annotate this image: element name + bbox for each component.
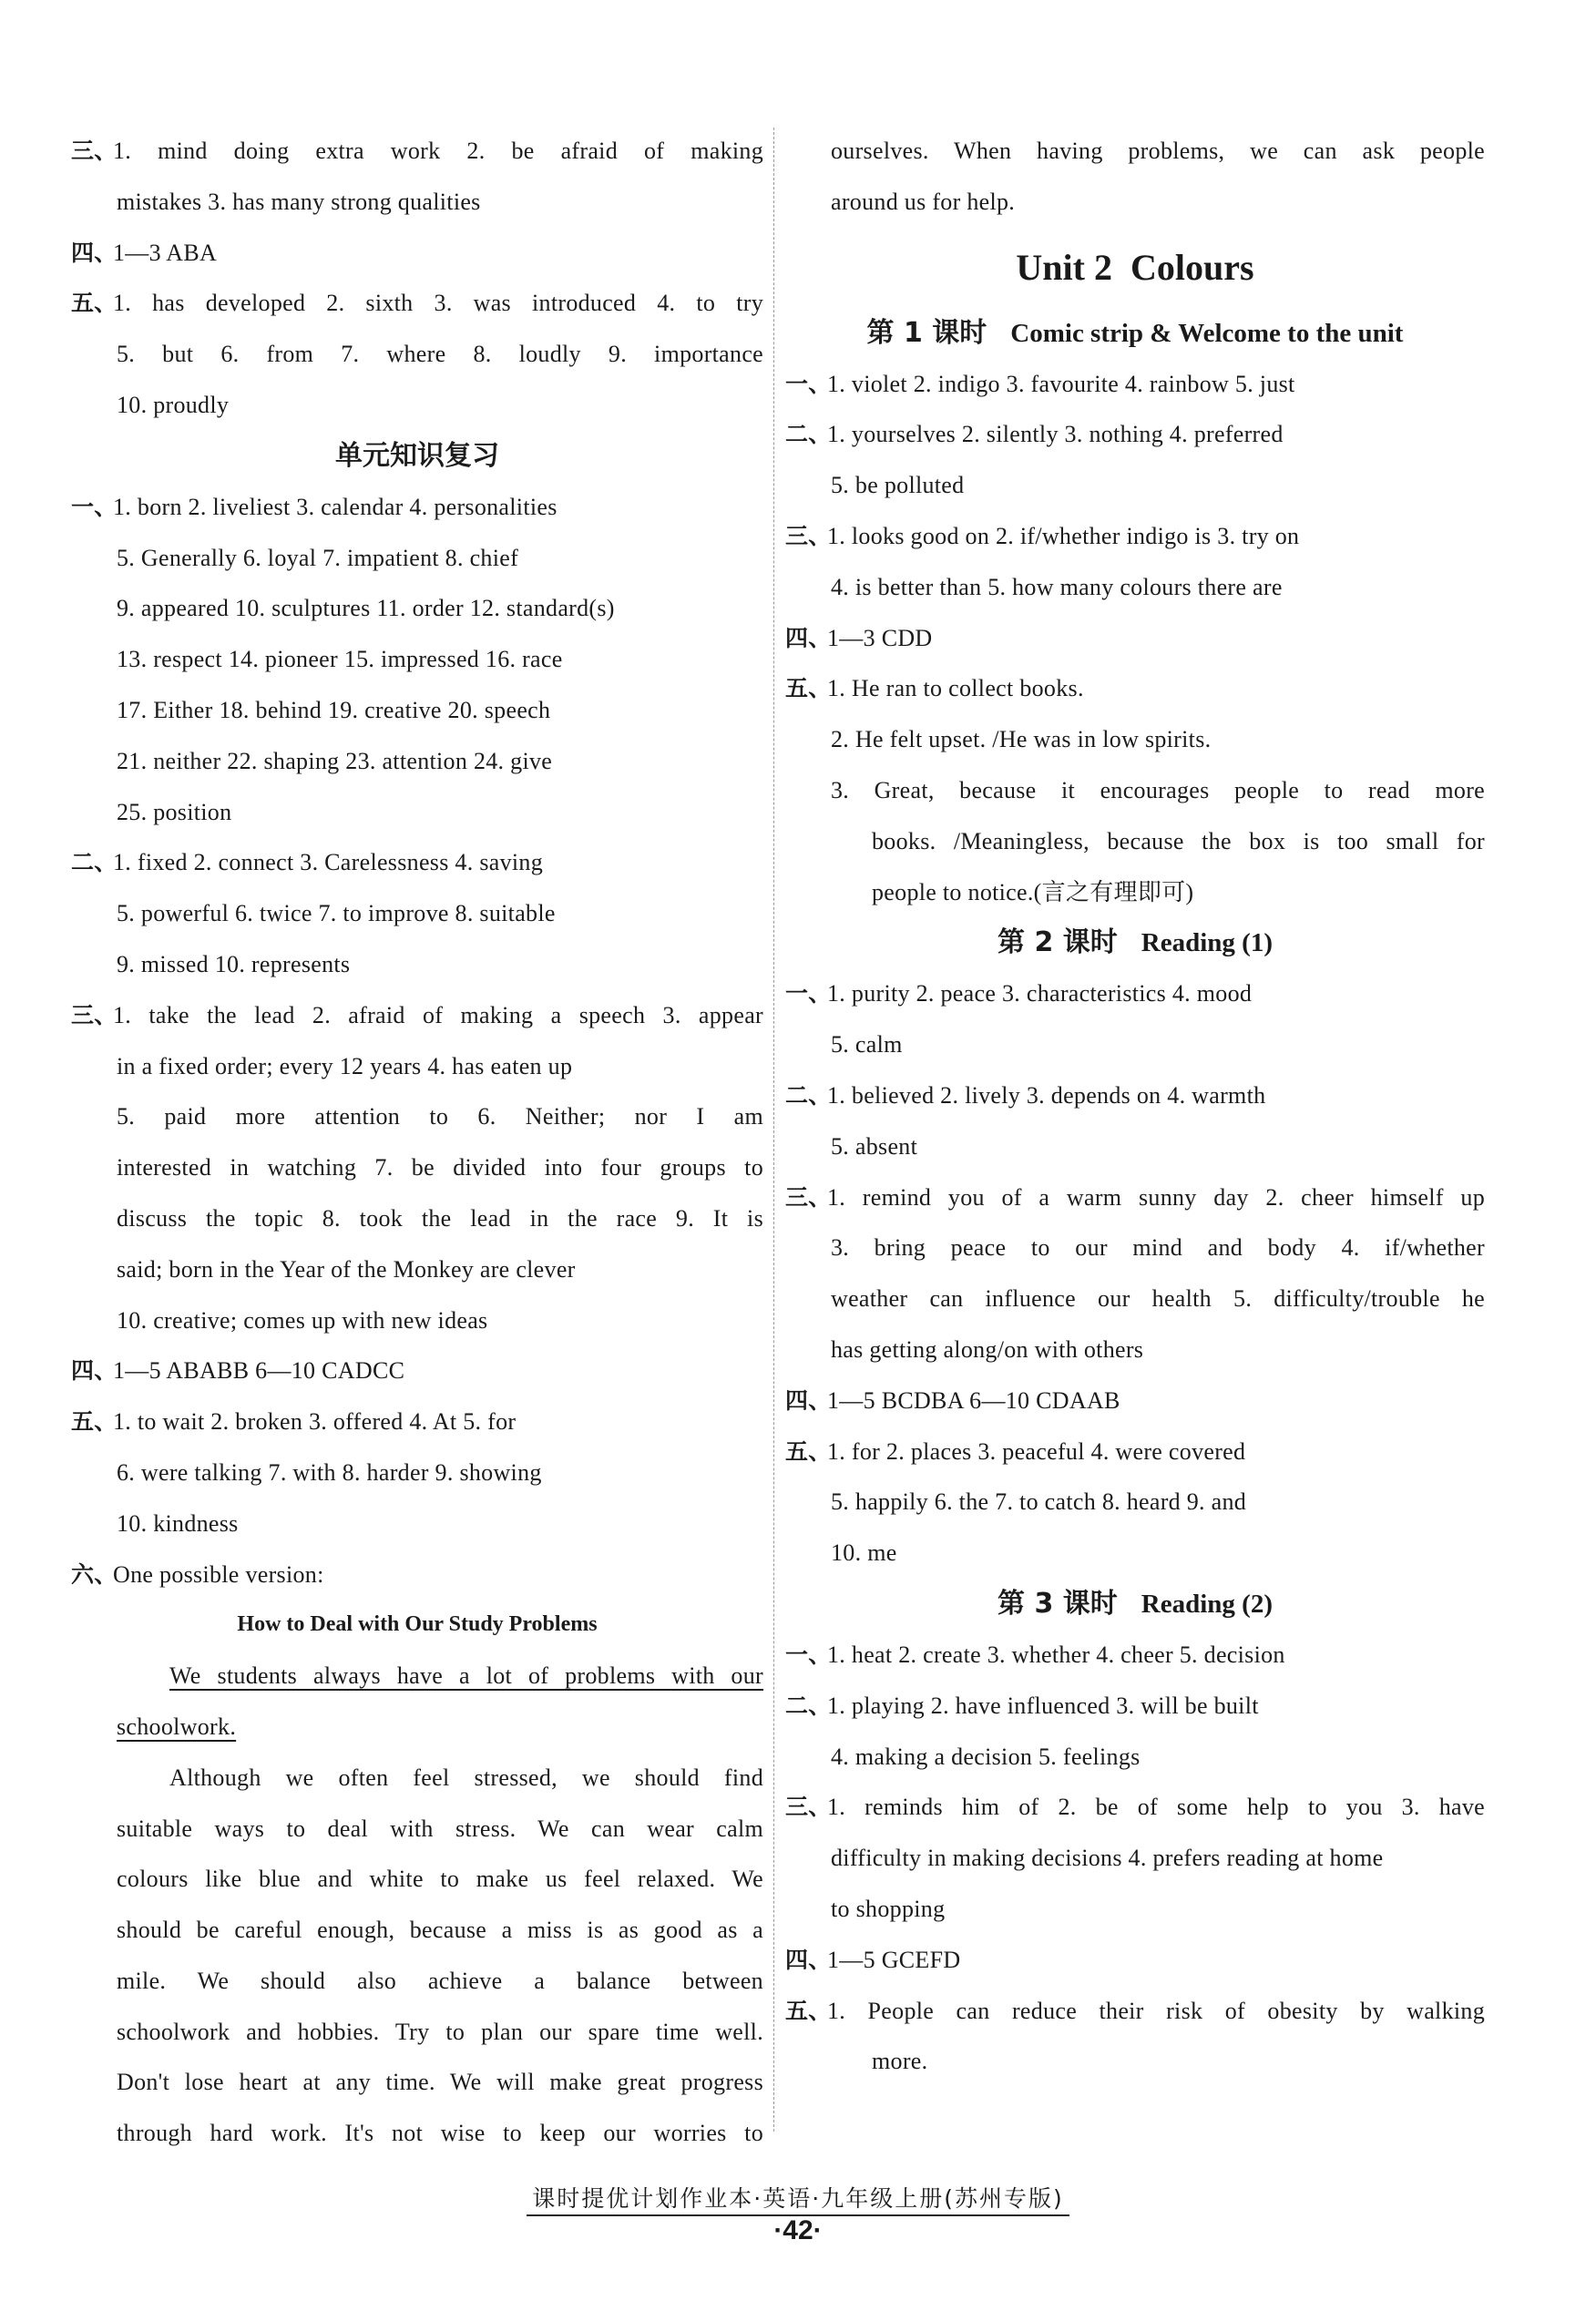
answer-line-continued [71, 1651, 763, 1702]
answer-line-continued [71, 1854, 763, 1905]
section-number: 一、 [785, 1641, 832, 1668]
answer-text: Don't lose heart at any time. We will make great progress [117, 2069, 763, 2096]
answer-text: 21. neither 22. shaping 23. attention 24. give [117, 747, 553, 774]
answer-text: 10. proudly [117, 391, 230, 418]
answer-line [785, 1375, 1485, 1427]
footer-title [0, 2181, 1596, 2214]
section-number: 三、 [71, 138, 118, 164]
answer-line-continued [71, 1956, 763, 2007]
answer-line-continued [785, 1273, 1485, 1324]
answer-line [785, 613, 1485, 664]
answer-text: 1. purity 2. peace 3. characteristics 4. mood [827, 980, 1253, 1007]
answer-text: 1. yourselves 2. silently 3. nothing 4. preferred [827, 421, 1284, 448]
answer-text: Although we often feel stressed, we should find [169, 1764, 763, 1791]
section-number: 六、 [71, 1560, 118, 1588]
answer-text: 1. take the lead 2. afraid of making a speech 3. appear [113, 1001, 763, 1028]
answer-text: 5. absent [831, 1132, 918, 1160]
answer-line-continued [71, 533, 763, 584]
answer-line [71, 1549, 763, 1600]
answer-text: 17. Either 18. behind 19. creative 20. speech [117, 696, 551, 723]
answer-text: 5. but 6. from 7. where 8. loudly 9. importance [117, 341, 763, 368]
answer-line-continued [71, 1804, 763, 1855]
answer-line-continued [71, 1905, 763, 1956]
answer-line-continued [785, 1732, 1485, 1783]
lesson-heading [71, 431, 763, 482]
section-number: 一、 [71, 493, 118, 520]
section-number: 五、 [785, 675, 832, 702]
answer-line-continued [785, 1833, 1485, 1884]
answer-text: 4. making a decision 5. feelings [831, 1743, 1141, 1770]
left-column [71, 126, 763, 2159]
answer-text: 1. He ran to collect books. [827, 675, 1084, 702]
answer-line-continued [71, 2007, 763, 2058]
answer-line [71, 228, 763, 279]
answer-line [785, 1427, 1485, 1478]
answer-line-continued [71, 685, 763, 736]
answer-text: 1. has developed 2. sixth 3. was introduced 4. to try [113, 290, 763, 317]
answer-text: 5. Generally 6. loyal 7. impatient 8. chief [117, 544, 519, 571]
answer-line [71, 1345, 763, 1396]
section-number: 四、 [71, 239, 118, 266]
answer-text: 3. Great, because it encourages people to read more [831, 776, 1485, 803]
answer-text: 1. playing 2. have influenced 3. will be built [827, 1692, 1259, 1719]
answer-line-continued [785, 714, 1485, 765]
answer-line [71, 126, 763, 177]
section-number: 五、 [71, 290, 118, 317]
answer-line [71, 1396, 763, 1447]
answer-line-continued [71, 1091, 763, 1142]
answer-line [71, 990, 763, 1041]
lesson-heading-en: Comic strip & Welcome to the unit [1010, 318, 1404, 348]
answer-line-continued [71, 1142, 763, 1193]
answer-line-continued [785, 1477, 1485, 1528]
answer-text: difficulty in making decisions 4. prefers reading at home [831, 1845, 1384, 1872]
section-number: 四、 [785, 1386, 832, 1414]
answer-line [785, 359, 1485, 410]
answer-text: schoolwork and hobbies. Try to plan our spare time well. [117, 2018, 763, 2045]
lesson-heading-en: Reading (2) [1141, 1589, 1273, 1619]
answer-text: 1—5 ABABB 6—10 CADCC [113, 1357, 405, 1385]
answer-text: schoolwork. [117, 1713, 237, 1740]
answer-line-continued [71, 380, 763, 431]
lesson-heading [785, 308, 1485, 359]
answer-text: more. [872, 2048, 928, 2075]
section-number: 二、 [71, 849, 118, 876]
answer-line-continued [785, 765, 1485, 816]
section-number: 三、 [785, 522, 832, 549]
answer-line-continued [785, 1324, 1485, 1375]
answer-line-continued [71, 1244, 763, 1295]
answer-line [785, 511, 1485, 562]
lesson-heading-en: Reading (1) [1141, 928, 1273, 958]
answer-text: 1. violet 2. indigo 3. favourite 4. rainbow 5. just [827, 370, 1295, 397]
lesson-heading [785, 917, 1485, 968]
answer-text: discuss the topic 8. took the lead in the race 9. It is [117, 1204, 763, 1232]
answer-text: 1. remind you of a warm sunny day 2. cheer himself up [827, 1183, 1485, 1211]
answer-line-continued [71, 1702, 763, 1753]
answer-text: 1. heat 2. create 3. whether 4. cheer 5. decision [827, 1641, 1285, 1668]
answer-text: 1—3 CDD [827, 624, 933, 651]
answer-line-continued [71, 2108, 763, 2159]
answer-text: weather can influence our health 5. difficulty/trouble he [831, 1285, 1485, 1313]
answer-text: 1. looks good on 2. if/whether indigo is 3. try on [827, 522, 1300, 549]
answer-line-continued [71, 1041, 763, 1092]
answer-text: through hard work. It's not wise to keep our worries to [117, 2120, 763, 2147]
lesson-heading-zh: 第 2 课时 [998, 926, 1118, 959]
section-number: 三、 [785, 1183, 832, 1211]
answer-line-continued [785, 1222, 1485, 1273]
answer-text: 1. to wait 2. broken 3. offered 4. At 5. for [113, 1408, 517, 1436]
answer-text: colours like blue and white to make us feel relaxed. We [117, 1866, 763, 1893]
answer-text: should be careful enough, because a miss is as good as a [117, 1917, 763, 1944]
answer-text: 13. respect 14. pioneer 15. impressed 16. race [117, 646, 563, 673]
answer-line-continued [71, 329, 763, 380]
answer-text: 1. fixed 2. connect 3. Carelessness 4. saving [113, 849, 544, 876]
answer-text: 1—3 ABA [113, 239, 218, 266]
answer-text: 1—5 BCDBA 6—10 CDAAB [827, 1386, 1120, 1414]
answer-text: One possible version: [113, 1560, 324, 1588]
answer-line-continued [71, 1447, 763, 1498]
answer-text: in a fixed order; every 12 years 4. has eaten up [117, 1052, 573, 1079]
answer-text: 5. calm [831, 1031, 903, 1058]
answer-text: 5. paid more attention to 6. Neither; nor I am [117, 1103, 763, 1130]
answer-text: 5. happily 6. the 7. to catch 8. heard 9. and [831, 1488, 1247, 1516]
answer-line-continued [71, 888, 763, 939]
answer-text: 1. People can reduce their risk of obesity by walking [827, 1997, 1485, 2024]
answer-line-continued [71, 939, 763, 990]
unit-title: Unit 2 Colours [1016, 246, 1254, 288]
answer-text: 9. appeared 10. sculptures 11. order 12. standard(s) [117, 595, 615, 622]
answer-text: 1—5 GCEFD [827, 1946, 961, 1973]
answer-line [785, 968, 1485, 1019]
answer-text: 9. missed 10. represents [117, 950, 351, 977]
answer-text: We students always have a lot of problems with our [169, 1662, 763, 1690]
answer-line [785, 1986, 1485, 2037]
answer-line-continued [71, 1295, 763, 1346]
section-number: 二、 [785, 1081, 832, 1109]
answer-line [785, 663, 1485, 714]
answer-line-continued [71, 634, 763, 685]
answer-text: 10. me [831, 1539, 897, 1567]
answer-text: 1. for 2. places 3. peaceful 4. were covered [827, 1437, 1246, 1465]
answer-text: to shopping [831, 1895, 946, 1922]
answer-line [785, 1630, 1485, 1681]
answer-line-continued [785, 1528, 1485, 1579]
answer-text: 25. position [117, 798, 232, 825]
answer-line-continued [785, 177, 1485, 228]
section-number: 四、 [785, 624, 832, 651]
answer-line-continued [71, 736, 763, 787]
section-number: 一、 [785, 980, 832, 1007]
section-number: 五、 [785, 1997, 832, 2024]
section-number: 三、 [785, 1794, 832, 1821]
answer-text: interested in watching 7. be divided into four groups to [117, 1154, 763, 1181]
answer-text: 1. mind doing extra work 2. be afraid of making [113, 138, 763, 164]
answer-line-continued [71, 1193, 763, 1244]
section-number: 三、 [71, 1001, 118, 1028]
answer-line-continued [71, 583, 763, 634]
section-number: 二、 [785, 421, 832, 448]
answer-text: 10. creative; comes up with new ideas [117, 1306, 488, 1334]
answer-line [71, 278, 763, 329]
lesson-heading [785, 1579, 1485, 1630]
page-number: ·42· [773, 2215, 823, 2245]
answer-line-continued [785, 460, 1485, 511]
answer-text: mile. We should also achieve a balance between [117, 1967, 763, 1994]
answer-line [785, 1782, 1485, 1833]
answer-line [785, 1070, 1485, 1121]
answer-line-continued [785, 126, 1485, 177]
section-number: 一、 [785, 370, 832, 397]
answer-text: 1. born 2. liveliest 3. calendar 4. personalities [113, 493, 558, 520]
answer-text: 3. bring peace to our mind and body 4. if/whether [831, 1234, 1485, 1262]
column-divider [773, 128, 774, 2132]
answer-text: 6. were talking 7. with 8. harder 9. showing [117, 1458, 542, 1486]
answer-line-continued [71, 787, 763, 838]
answer-text: 5. be polluted [831, 472, 965, 499]
section-number: 五、 [71, 1408, 118, 1436]
section-number: 二、 [785, 1692, 832, 1719]
answer-line-continued [785, 867, 1485, 918]
answer-line-continued [785, 562, 1485, 613]
lesson-heading-zh: 第 1 课时 [866, 316, 987, 349]
answer-text: ourselves. When having problems, we can ask people [831, 138, 1485, 164]
answer-text: said; born in the Year of the Monkey are clever [117, 1255, 576, 1283]
answer-text: 2. He felt upset. /He was in low spirits. [831, 726, 1212, 753]
answer-text: 4. is better than 5. how many colours there are [831, 573, 1283, 600]
lesson-heading-zh: 第 3 课时 [998, 1587, 1118, 1620]
answer-line-continued [785, 816, 1485, 867]
answer-line [785, 1935, 1485, 1986]
answer-line-continued [785, 1121, 1485, 1172]
footer-title-text: 课时提优计划作业本·英语·九年级上册(苏州专版) [527, 2185, 1069, 2216]
answer-line-continued [71, 177, 763, 228]
section-number: 四、 [71, 1357, 118, 1385]
section-number: 四、 [785, 1946, 832, 1973]
answer-text: 1. reminds him of 2. be of some help to you 3. have [827, 1794, 1485, 1821]
answer-line-continued [785, 1884, 1485, 1935]
answer-line-continued [71, 1753, 763, 1804]
answer-line [785, 1172, 1485, 1223]
essay-title: How to Deal with Our Study Problems [237, 1612, 598, 1637]
answer-text: 10. kindness [117, 1509, 239, 1537]
answer-text: 1. believed 2. lively 3. depends on 4. warmth [827, 1081, 1266, 1109]
answer-line-continued [71, 2057, 763, 2108]
right-column [785, 126, 1485, 2087]
answer-text: people to notice.(言之有理即可) [872, 878, 1194, 905]
answer-line-continued [71, 1498, 763, 1549]
answer-text: books. /Meaningless, because the box is too small for [872, 827, 1485, 854]
answer-text: 5. powerful 6. twice 7. to improve 8. suitable [117, 900, 556, 927]
answer-line [785, 1681, 1485, 1732]
answer-line [71, 837, 763, 888]
answer-line [71, 482, 763, 533]
answer-text: has getting along/on with others [831, 1335, 1144, 1363]
answer-line-continued [785, 2036, 1485, 2087]
answer-text: suitable ways to deal with stress. We can wear calm [117, 1815, 763, 1842]
answer-text: around us for help. [831, 188, 1016, 215]
answer-line-continued [785, 1019, 1485, 1070]
answer-line [785, 409, 1485, 460]
answer-text: mistakes 3. has many strong qualities [117, 188, 481, 215]
section-number: 五、 [785, 1437, 832, 1465]
lesson-heading-zh: 单元知识复习 [335, 439, 499, 472]
